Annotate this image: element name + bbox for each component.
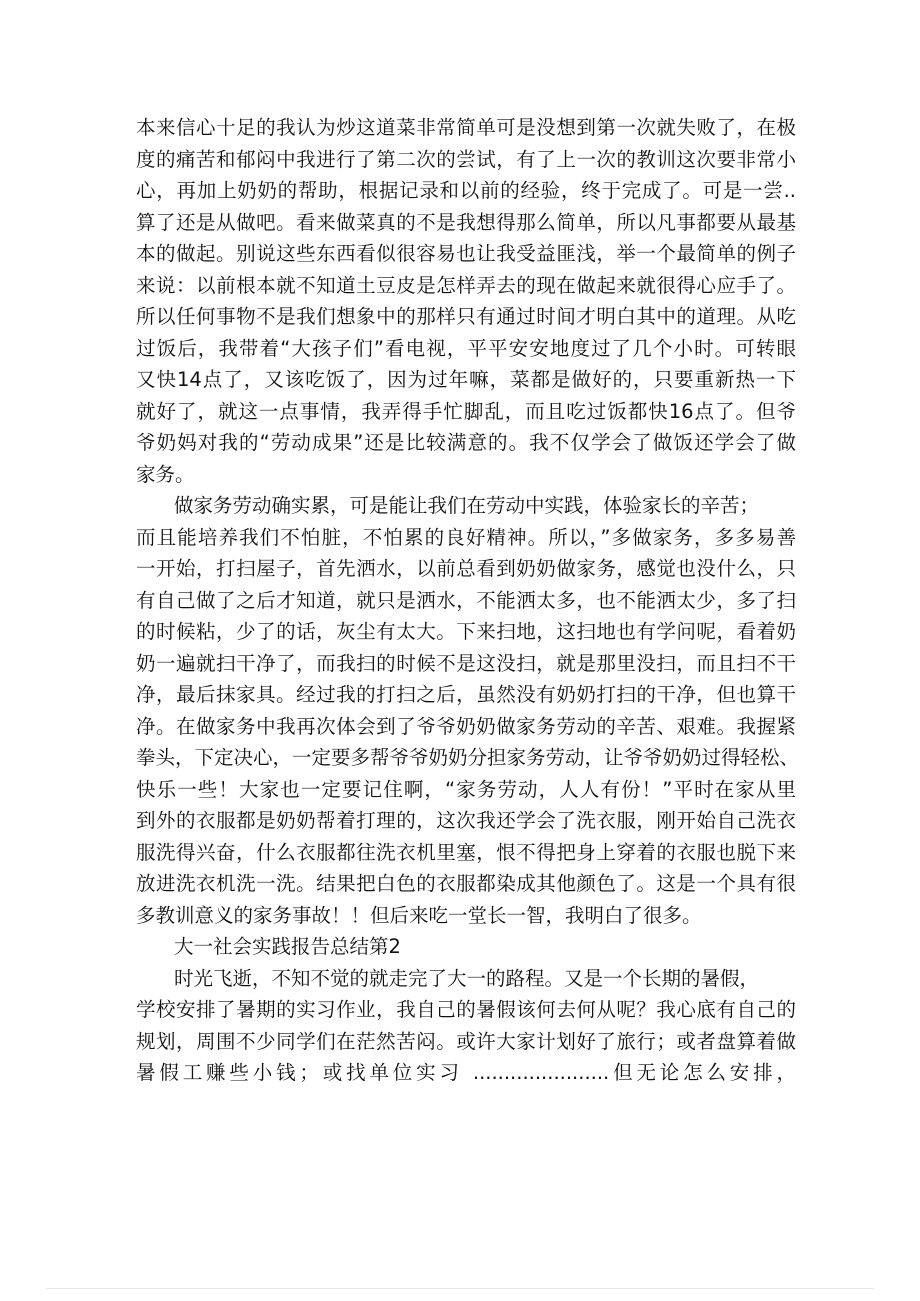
paragraph-3-line-4: 暑假工赚些小钱；或找单位实习 ......................但无论怎么安排， xyxy=(136,1061,796,1084)
paragraph-2-line-6: 奶一遍就扫干净了，而我扫的时候不是这没扫，就是那里没扫，而且扫不干 xyxy=(136,651,796,675)
paragraph-2-line-1: 做家务劳动确实累，可是能让我们在劳动中实践，体验家长的辛苦； xyxy=(174,494,760,517)
body-text xyxy=(136,112,800,1089)
paragraph-3-line-3: 规划，周围不少同学们在茫然苦闷。或许大家计划好了旅行；或者盘算着做 xyxy=(136,1029,796,1053)
paragraph-2-line-8: 净。在做家务中我再次体会到了爷爷奶奶做家务劳动的辛苦、艰难。我握紧 xyxy=(136,714,796,738)
text-line-12: 家务。 xyxy=(136,462,195,486)
paragraph-2-line-4: 有自己做了之后才知道，就只是洒水，不能洒太多，也不能洒太少，多了扫 xyxy=(136,588,796,612)
paragraph-2-line-7: 净，最后抹家具。经过我的打扫之后，虽然没有奶奶打扫的干净，但也算干 xyxy=(136,683,796,706)
paragraph-2-line-13: 放进洗衣机洗一洗。结果把白色的衣服都染成其他颜色了。这是一个具有很 xyxy=(136,872,796,895)
paragraph-2-line-9: 拳头，下定决心，一定要多帮爷爷奶奶分担家务劳动，让爷爷奶奶过得轻松、 xyxy=(136,746,800,769)
paragraph-2-line-5: 的时候粘，少了的话，灰尘有太大。下来扫地，这扫地也有学问呢，看着奶 xyxy=(136,620,796,643)
paragraph-2-line-10: 快乐一些！大家也一定要记住啊，“家务劳动，人人有份！”平时在家从里 xyxy=(136,777,796,801)
text-line-5: 本的做起。别说这些东西看似很容易也让我受益匪浅，举一个最简单的例子 xyxy=(136,242,796,265)
text-line-4: 算了还是从做吧。看来做菜真的不是我想得那么简单，所以凡事都要从最基 xyxy=(136,210,796,234)
text-line-11: 爷奶妈对我的“劳动成果”还是比较满意的。我不仅学会了做饭还学会了做 xyxy=(136,431,796,454)
paragraph-2-line-14: 多教训意义的家务事故！！但后来吃一堂长一智，我明白了很多。 xyxy=(136,903,702,927)
paragraph-3-line-2: 学校安排了暑期的实习作业，我自己的暑假该何去何从呢？我心底有自己的 xyxy=(136,998,796,1021)
paragraph-2-line-3: 一开始，打扫屋子，首先洒水，以前总看到奶奶做家务，感觉也没什么，只 xyxy=(136,557,796,580)
paragraph-3-line-1: 时光飞逝，不知不觉的就走完了大一的路程。又是一个长期的暑假， xyxy=(174,966,760,990)
section-heading: 大一社会实践报告总结第2 xyxy=(174,935,401,958)
paragraph-2-line-11: 到外的衣服都是奶奶帮着打理的，这次我还学会了洗衣服，刚开始自己洗衣 xyxy=(136,809,796,832)
text-line-2: 度的痛苦和郁闷中我进行了第二次的尝试，有了上一次的教训这次要非常小 xyxy=(136,147,796,171)
text-line-3: 心，再加上奶奶的帮助，根据记录和以前的经验，终于完成了。可是一尝.. xyxy=(136,179,796,202)
text-line-8: 过饭后，我带着“大孩子们”看电视，平平安安地度过了几个小时。可转眼 xyxy=(136,336,796,360)
paragraph-2-line-12: 服洗得兴奋，什么衣服都往洗衣机里塞，恨不得把身上穿着的衣服也脱下来 xyxy=(136,840,796,864)
page-bottom-divider xyxy=(46,1288,874,1289)
text-line-1: 本来信心十足的我认为炒这道菜非常简单可是没想到第一次就失败了，在极 xyxy=(136,116,796,139)
text-line-7: 所以任何事物不是我们想象中的那样只有通过时间才明白其中的道理。从吃 xyxy=(136,305,796,328)
text-line-9: 又快14点了，又该吃饭了，因为过年嘛，菜都是做好的，只要重新热一下 xyxy=(136,368,796,391)
text-line-10: 就好了，就这一点事情，我弄得手忙脚乱，而且吃过饭都快16点了。但爷 xyxy=(136,399,796,423)
paragraph-2-line-2: 而且能培养我们不怕脏，不怕累的良好精神。所以，”多做家务，多多易善 xyxy=(136,525,796,549)
text-line-6: 来说：以前根本就不知道土豆皮是怎样弄去的现在做起来就很得心应手了。 xyxy=(136,273,796,297)
